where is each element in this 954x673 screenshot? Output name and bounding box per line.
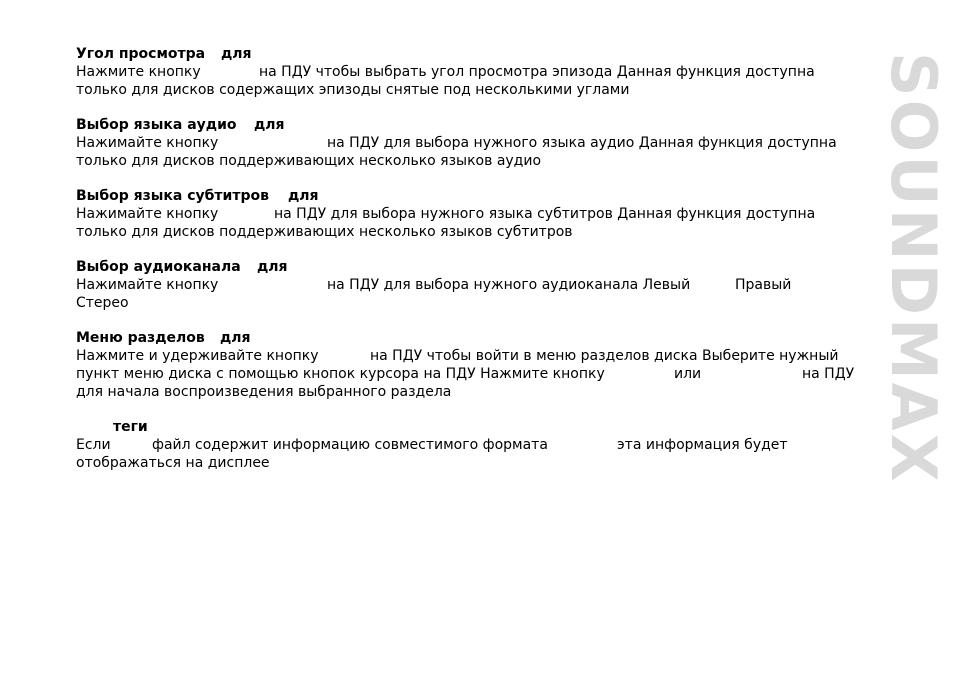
- soundmax-logo: [877, 52, 950, 600]
- text-segment: отображаться на дисплее: [76, 455, 270, 471]
- body-line: [76, 81, 866, 99]
- text-segment: Нажимайте кнопку: [76, 277, 219, 293]
- heading-suffix: для: [288, 188, 319, 204]
- heading-title: Выбор аудиоканала: [76, 259, 241, 275]
- text-segment: Правый: [735, 277, 792, 293]
- text-segment: пункт меню диска с помощью кнопок курсора на ПДУ Нажмите кнопку: [76, 366, 605, 382]
- text-segment: для начала воспроизведения выбранного раздела: [76, 384, 452, 400]
- text-segment: Нажимайте кнопку: [76, 135, 219, 151]
- body-line: [76, 454, 866, 472]
- text-segment: Нажимайте кнопку: [76, 206, 219, 222]
- body-line: [76, 347, 866, 365]
- body-line: [76, 294, 866, 312]
- section-heading: [76, 418, 866, 436]
- section-chapter-menu: [76, 329, 866, 401]
- section-heading: [76, 187, 866, 205]
- body-line: [76, 134, 866, 152]
- heading-title: Меню разделов: [76, 330, 205, 346]
- body-line: [76, 152, 866, 170]
- text-segment: Если: [76, 437, 111, 453]
- section-tags: [76, 418, 866, 472]
- text-segment: Нажмите кнопку: [76, 64, 201, 80]
- text-segment: или: [674, 366, 702, 382]
- body-line: [76, 436, 866, 454]
- heading-title: теги: [113, 419, 148, 435]
- heading-suffix: для: [221, 46, 252, 62]
- brand-logo-text: SOUNDMAX: [877, 52, 950, 485]
- section-audio-language: [76, 116, 866, 170]
- body-line: [76, 223, 866, 241]
- body-line: [76, 276, 866, 294]
- text-segment: только для дисков поддерживающих несколько языков субтитров: [76, 224, 573, 240]
- body-line: [76, 63, 866, 81]
- heading-title: Угол просмотра: [76, 46, 206, 62]
- body-line: [76, 383, 866, 401]
- section-viewing-angle: [76, 45, 866, 99]
- body-line: [76, 365, 866, 383]
- text-segment: на ПДУ чтобы выбрать угол просмотра эпизода Данная функция доступна: [259, 64, 815, 80]
- manual-text-column: [76, 45, 866, 472]
- text-segment: только для дисков содержащих эпизоды снятые под несколькими углами: [76, 82, 630, 98]
- text-segment: на ПДУ: [802, 366, 855, 382]
- section-heading: [76, 258, 866, 276]
- text-segment: эта информация будет: [617, 437, 788, 453]
- text-segment: Стерео: [76, 295, 129, 311]
- body-line: [76, 205, 866, 223]
- text-segment: файл содержит информацию совместимого формата: [152, 437, 548, 453]
- heading-suffix: для: [257, 259, 288, 275]
- text-segment: на ПДУ для выбора нужного языка субтитров Данная функция доступна: [274, 206, 816, 222]
- text-segment: на ПДУ чтобы войти в меню разделов диска Выберите нужный: [370, 348, 839, 364]
- text-segment: Нажмите и удерживайте кнопку: [76, 348, 319, 364]
- text-segment: на ПДУ для выбора нужного языка аудио Данная функция доступна: [327, 135, 837, 151]
- heading-suffix: для: [254, 117, 285, 133]
- section-audio-channel: [76, 258, 866, 312]
- text-segment: только для дисков поддерживающих несколько языков аудио: [76, 153, 542, 169]
- heading-title: Выбор языка аудио: [76, 117, 237, 133]
- section-heading: [76, 116, 866, 134]
- heading-suffix: для: [220, 330, 251, 346]
- section-heading: [76, 45, 866, 63]
- section-heading: [76, 329, 866, 347]
- text-segment: на ПДУ для выбора нужного аудиоканала Левый: [327, 277, 691, 293]
- section-subtitle-language: [76, 187, 866, 241]
- heading-title: Выбор языка субтитров: [76, 188, 269, 204]
